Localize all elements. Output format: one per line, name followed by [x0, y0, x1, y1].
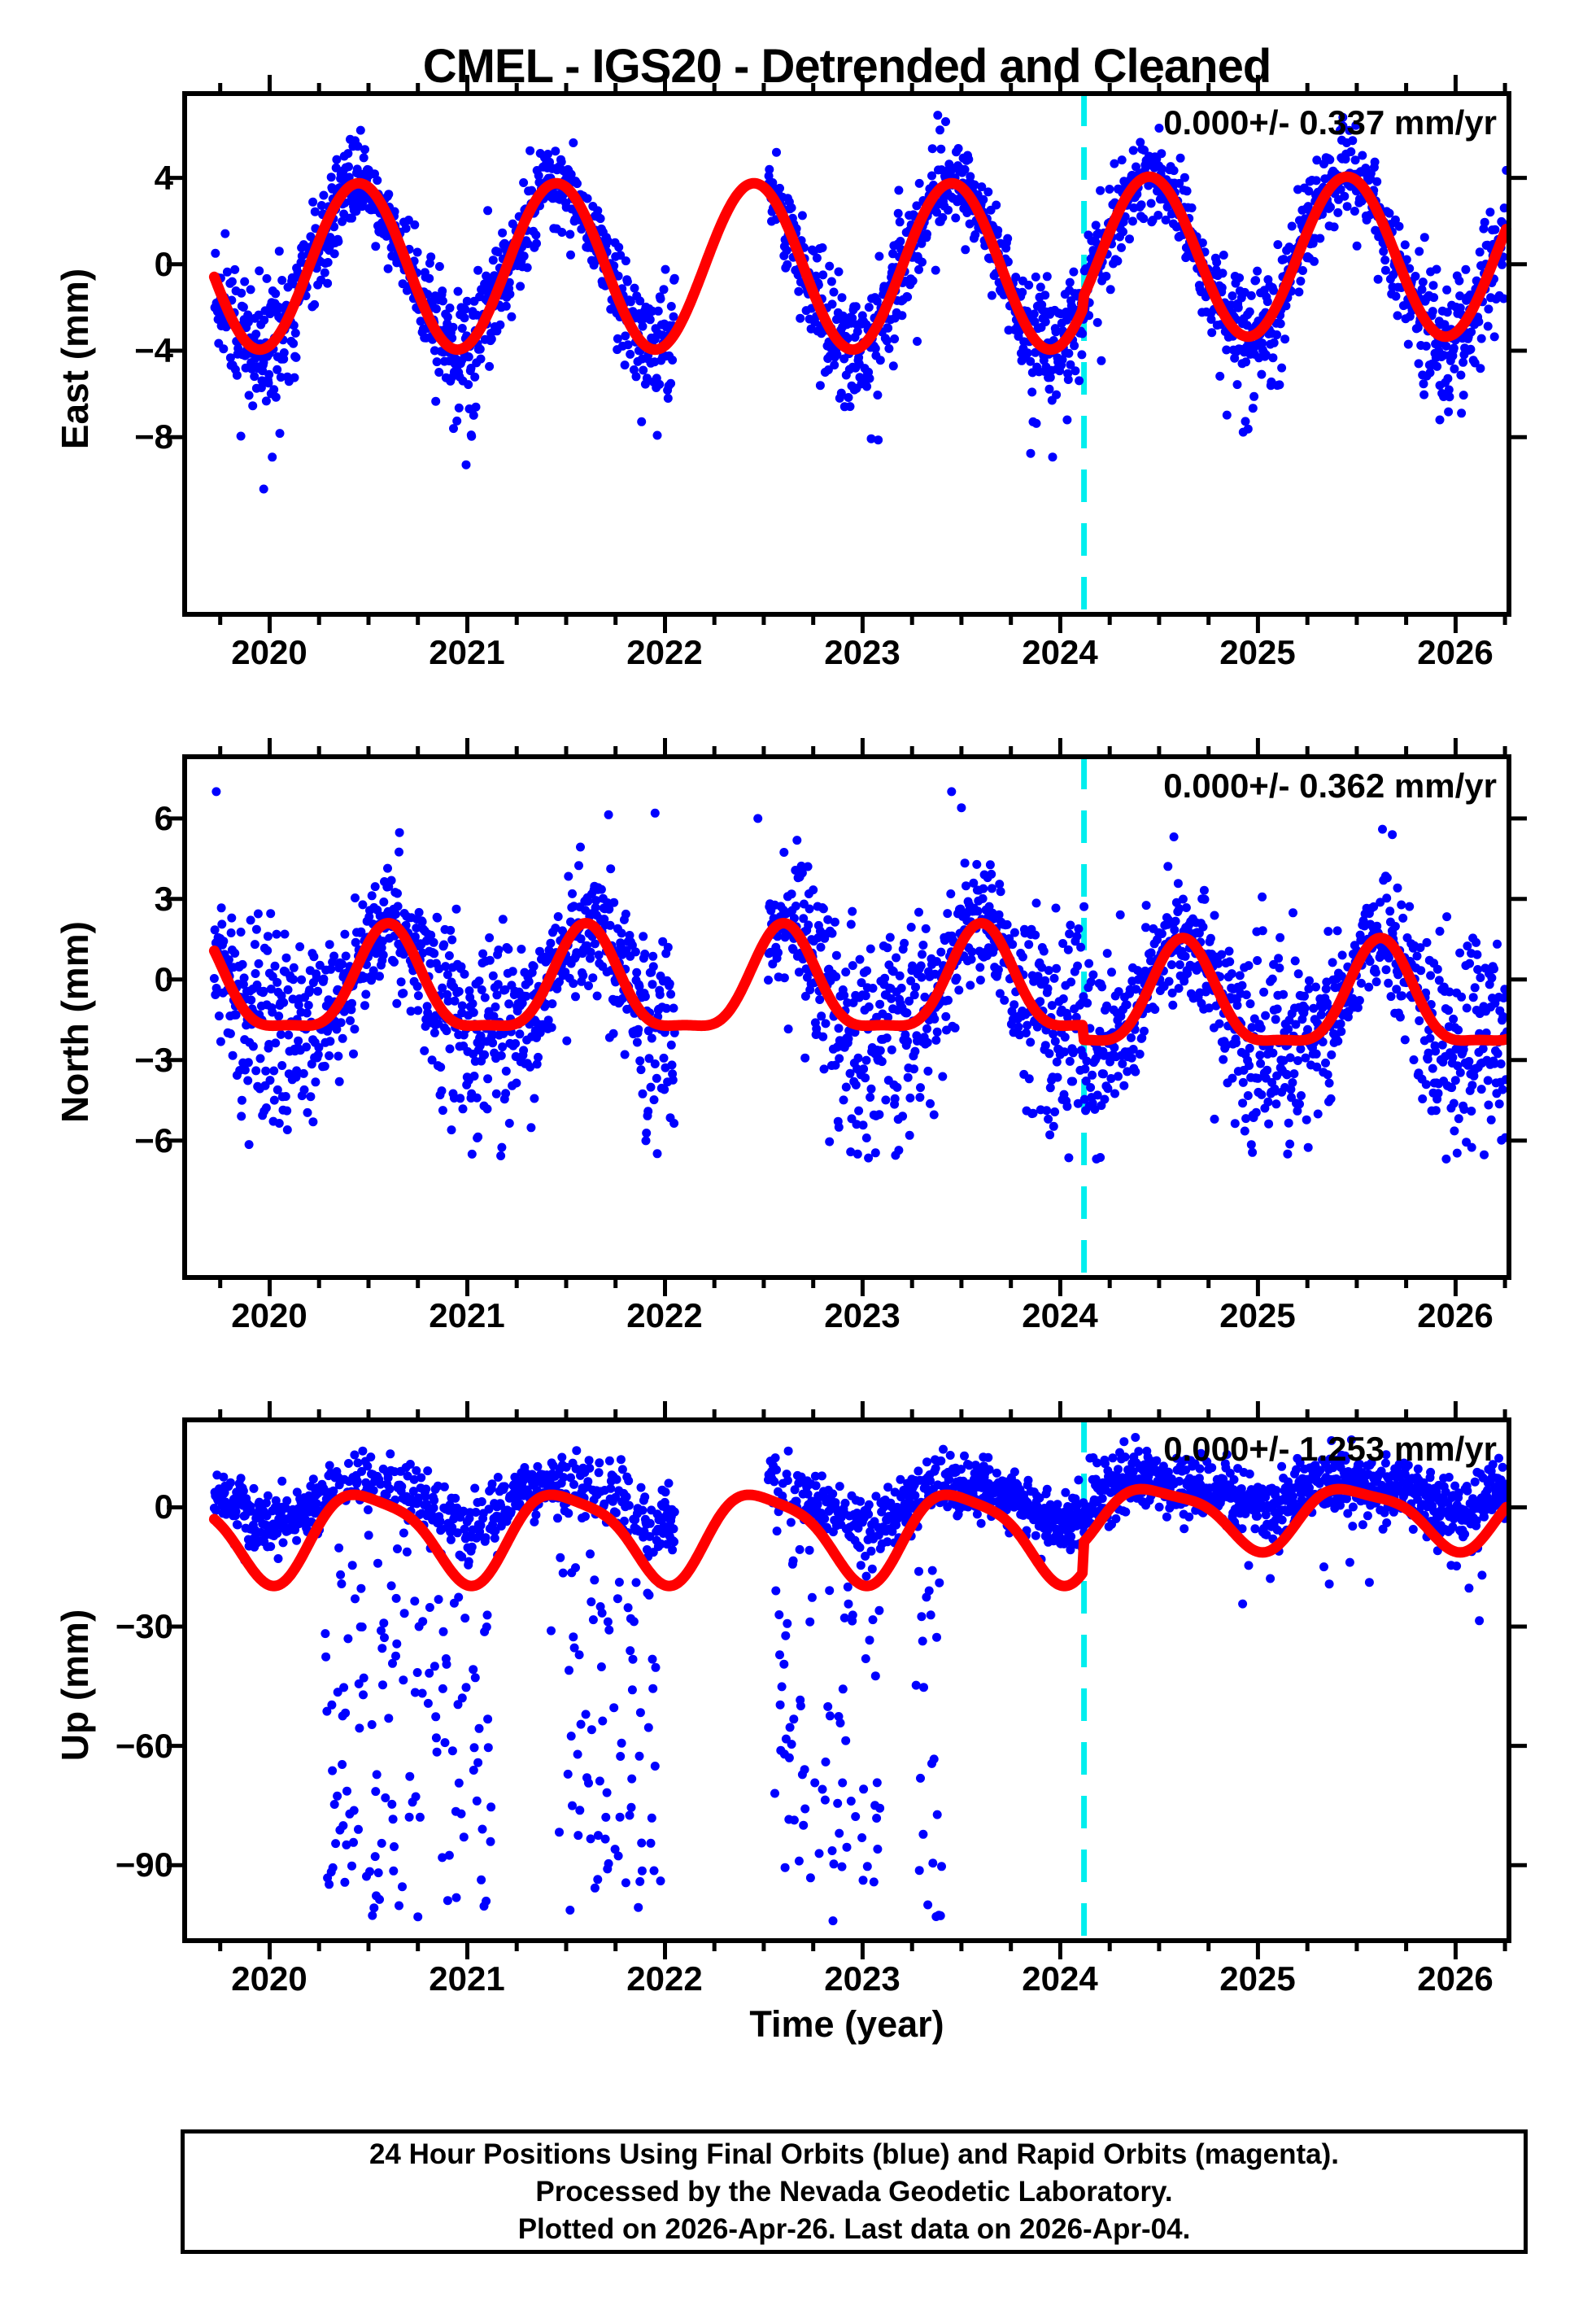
x-tick-label: 2026: [1417, 1296, 1494, 1334]
x-tick-label: 2025: [1219, 1959, 1296, 1998]
x-tick-label: 2021: [429, 1296, 505, 1334]
x-tick-label: 2025: [1219, 633, 1296, 671]
x-tick-label: 2022: [626, 633, 703, 671]
x-tick-label: 2021: [429, 633, 505, 671]
y-tick-label: −4: [134, 331, 173, 369]
y-tick-label: −6: [134, 1121, 173, 1160]
x-tick-label: 2025: [1219, 1296, 1296, 1334]
caption-line-1: 24 Hour Positions Using Final Orbits (blue) and Rapid Orbits (magenta).: [368, 2138, 1340, 2170]
x-tick-label: 2024: [1022, 1959, 1098, 1998]
x-tick-label: 2023: [824, 1959, 900, 1998]
y-tick-label: −30: [115, 1607, 173, 1645]
page-title: CMEL - IGS20 - Detrended and Cleaned: [422, 40, 1271, 93]
y-tick-label: 0: [154, 245, 173, 283]
y-axis-title-up: Up (mm): [54, 1609, 96, 1762]
x-tick-label: 2024: [1022, 1296, 1098, 1334]
y-tick-label: −60: [115, 1727, 173, 1765]
caption-line-2: Processed by the Nevada Geodetic Laboratory.: [535, 2175, 1173, 2208]
y-tick-label: 0: [154, 960, 173, 998]
y-axis-title-east: East (mm): [54, 268, 96, 450]
x-tick-label: 2026: [1417, 1959, 1494, 1998]
rate-annotation-east: 0.000+/- 0.337 mm/yr: [1163, 103, 1497, 142]
x-tick-label: 2020: [231, 1296, 307, 1334]
x-tick-label: 2026: [1417, 633, 1494, 671]
y-tick-label: 6: [154, 799, 173, 837]
rate-annotation-up: 0.000+/- 1.253 mm/yr: [1163, 1430, 1497, 1468]
x-tick-label: 2023: [824, 1296, 900, 1334]
y-axis-title-north: North (mm): [54, 921, 96, 1123]
caption-line-3: Plotted on 2026-Apr-26. Last data on 2026-Apr-04.: [517, 2212, 1191, 2245]
y-tick-label: −8: [134, 417, 173, 456]
x-tick-label: 2022: [626, 1959, 703, 1998]
x-axis-title: Time (year): [749, 2003, 944, 2045]
rate-annotation-north: 0.000+/- 0.362 mm/yr: [1163, 766, 1497, 805]
x-tick-label: 2023: [824, 633, 900, 671]
y-tick-label: −90: [115, 1845, 173, 1884]
x-tick-label: 2022: [626, 1296, 703, 1334]
y-tick-label: 4: [154, 159, 173, 197]
x-tick-label: 2021: [429, 1959, 505, 1998]
x-tick-label: 2020: [231, 1959, 307, 1998]
y-tick-label: −3: [134, 1041, 173, 1079]
x-tick-label: 2020: [231, 633, 307, 671]
y-tick-label: 0: [154, 1487, 173, 1526]
caption-box: [181, 2129, 1528, 2254]
x-tick-label: 2024: [1022, 633, 1098, 671]
y-tick-label: 3: [154, 880, 173, 918]
